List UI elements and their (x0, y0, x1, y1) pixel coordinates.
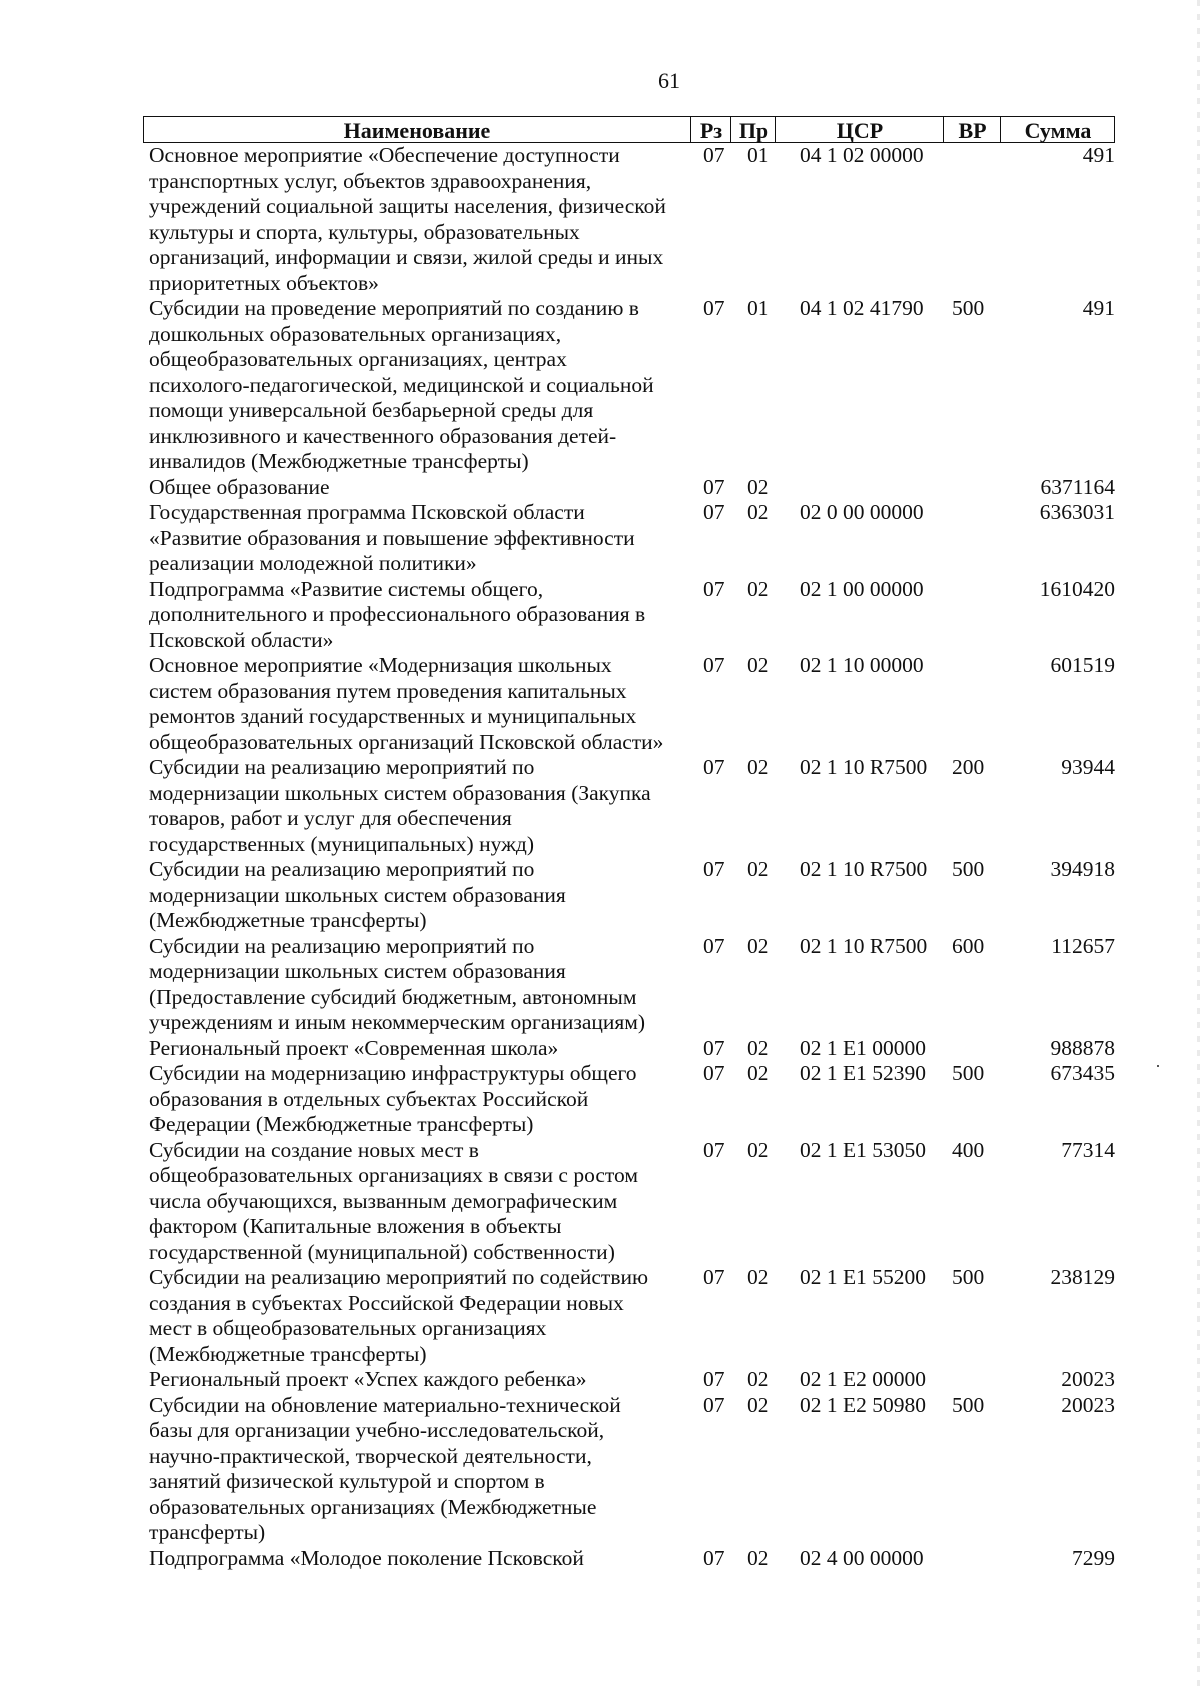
row-pr: 02 (747, 933, 769, 958)
row-pr: 02 (747, 1061, 769, 1085)
row-name-line: Субсидии на создание новых мест в (149, 1137, 479, 1162)
row-name-line: (Предоставление субсидий бюджетным, автономным (149, 984, 637, 1009)
row-name (149, 1546, 689, 1572)
row-pr: 02 (747, 1367, 769, 1391)
row-pr: 02 (747, 1137, 769, 1162)
row-name-line: общеобразовательных организациях в связи с ростом (149, 1163, 638, 1187)
row-pr: 02 (747, 576, 769, 601)
table-row (143, 500, 1115, 577)
scan-speck (1157, 1065, 1159, 1067)
row-name-line: Государственная программа Псковской области (149, 500, 585, 524)
row-name-line: образовательных организациях (Межбюджетные (149, 1494, 597, 1519)
row-sum: 1610420 (1039, 576, 1115, 601)
row-name (149, 143, 689, 296)
row-pr: 02 (747, 653, 769, 677)
row-vr: 500 (952, 296, 985, 320)
row-rz: 07 (703, 1137, 725, 1162)
row-vr: 600 (952, 933, 985, 958)
row-name-line: инвалидов (Межбюджетные трансферты) (149, 449, 529, 473)
row-csr: 02 0 00 00000 (800, 500, 924, 524)
row-name-line: числа обучающихся, вызванным демографическим (149, 1188, 618, 1213)
row-csr: 02 1 10 R7500 (800, 933, 928, 958)
row-name-line: модернизации школьных систем образования (Закупка (149, 780, 651, 805)
row-name (149, 755, 689, 857)
header-csr: ЦСР (775, 117, 944, 142)
row-name-line: «Развитие образования и повышение эффективности (149, 525, 635, 550)
row-name (149, 1061, 689, 1138)
row-name (149, 1367, 689, 1393)
table-row (143, 296, 1115, 475)
row-csr: 02 1 E1 53050 (800, 1137, 927, 1162)
table-row (143, 1036, 1115, 1062)
row-pr: 01 (747, 143, 769, 167)
row-rz: 07 (703, 296, 725, 320)
row-csr: 02 1 00 00000 (800, 576, 924, 601)
row-name-line: модернизации школьных систем образования (149, 882, 566, 907)
row-name-line: помощи универсальной безбарьерной среды для (149, 398, 594, 422)
row-sum: 491 (1082, 143, 1115, 167)
table-row (143, 1367, 1115, 1393)
row-rz: 07 (703, 1545, 725, 1570)
row-name-line: Федерации (Межбюджетные трансферты) (149, 1112, 534, 1136)
row-name (149, 857, 689, 934)
row-name-line: Подпрограмма «Молодое поколение Псковской (149, 1545, 584, 1570)
row-sum: 673435 (1050, 1061, 1115, 1085)
row-vr: 500 (952, 1392, 985, 1417)
row-csr: 04 1 02 41790 (800, 296, 924, 320)
row-name-line: Субсидии на проведение мероприятий по созданию в (149, 296, 639, 320)
row-rz: 07 (703, 500, 725, 524)
row-name-line: систем образования путем проведения капитальных (149, 678, 627, 703)
row-pr: 01 (747, 296, 769, 320)
row-name (149, 934, 689, 1036)
row-name-line: Региональный проект «Современная школа» (149, 1035, 559, 1060)
table-row (143, 577, 1115, 654)
row-sum: 20023 (1061, 1392, 1115, 1417)
row-name (149, 1265, 689, 1367)
row-sum: 238129 (1050, 1265, 1115, 1289)
table-row (143, 755, 1115, 857)
row-name-line: государственных (муниципальных) нужд) (149, 831, 535, 856)
table-row (143, 1265, 1115, 1367)
row-pr: 02 (747, 1035, 769, 1060)
row-name-line: Основное мероприятие «Обеспечение доступности (149, 143, 620, 167)
row-name-line: Региональный проект «Успех каждого ребенка» (149, 1367, 587, 1391)
row-pr: 02 (747, 857, 769, 881)
row-name-line: научно-практической, творческой деятельности, (149, 1443, 592, 1468)
row-rz: 07 (703, 755, 725, 779)
row-name-line: фактором (Капитальные вложения в объекты (149, 1214, 562, 1238)
row-name-line: Субсидии на обновление материально-технической (149, 1392, 621, 1417)
row-pr: 02 (747, 500, 769, 524)
row-csr: 02 1 E1 55200 (800, 1265, 927, 1289)
row-name (149, 500, 689, 577)
row-rz: 07 (703, 474, 725, 499)
row-name-line: культуры и спорта, культуры, образовательных (149, 219, 580, 244)
row-name-line: транспортных услуг, объектов здравоохранения, (149, 168, 592, 193)
row-name-line: общеобразовательных организаций Псковской области» (149, 729, 664, 754)
header-pr: Пр (730, 117, 776, 142)
row-csr: 02 1 E2 50980 (800, 1392, 927, 1417)
row-rz: 07 (703, 1061, 725, 1085)
row-pr: 02 (747, 1545, 769, 1570)
row-rz: 07 (703, 933, 725, 958)
row-name-line: общеобразовательных организациях, центрах (149, 347, 567, 371)
row-name-line: государственной (муниципальной) собственности) (149, 1239, 615, 1264)
row-name-line: Основное мероприятие «Модернизация школьных (149, 653, 612, 677)
row-name-line: Подпрограмма «Развитие системы общего, (149, 576, 544, 601)
row-vr: 500 (952, 1061, 985, 1085)
row-rz: 07 (703, 1367, 725, 1391)
row-name-line: трансферты) (149, 1520, 266, 1544)
row-name (149, 475, 689, 501)
row-csr: 02 1 10 R7500 (800, 755, 928, 779)
header-sum: Сумма (1000, 117, 1115, 142)
row-name (149, 653, 689, 755)
row-vr: 200 (952, 755, 985, 779)
row-name-line: занятий физической культурой и спортом в (149, 1469, 545, 1493)
row-name-line: организаций, информации и связи, жилой среды и иных (149, 245, 664, 269)
row-name-line: Субсидии на модернизацию инфраструктуры общего (149, 1061, 637, 1085)
row-name (149, 577, 689, 654)
row-name (149, 296, 689, 475)
row-name-line: Псковской области» (149, 627, 334, 652)
row-name-line: мест в общеобразовательных организациях (149, 1316, 547, 1340)
row-rz: 07 (703, 1265, 725, 1289)
row-pr: 02 (747, 474, 769, 499)
row-name (149, 1036, 689, 1062)
row-name-line: дополнительного и профессионального образования в (149, 602, 646, 626)
row-sum: 601519 (1050, 653, 1115, 677)
table-row (143, 653, 1115, 755)
row-sum: 112657 (1051, 933, 1115, 958)
row-sum: 20023 (1061, 1367, 1115, 1391)
table-header (143, 116, 1115, 143)
row-csr: 04 1 02 00000 (800, 143, 924, 167)
page-number: 61 (658, 68, 680, 93)
row-csr: 02 1 E1 00000 (800, 1035, 927, 1060)
row-name-line: создания в субъектах Российской Федерации новых (149, 1290, 624, 1315)
row-name (149, 1138, 689, 1266)
row-name-line: (Межбюджетные трансферты) (149, 908, 427, 932)
row-pr: 02 (747, 1392, 769, 1417)
header-vr: ВР (943, 117, 1001, 142)
table-row (143, 934, 1115, 1036)
row-pr: 02 (747, 755, 769, 779)
row-sum: 988878 (1050, 1035, 1115, 1060)
row-sum: 7299 (1072, 1545, 1115, 1570)
row-name-line: Субсидии на реализацию мероприятий по (149, 933, 535, 958)
row-sum: 6363031 (1039, 500, 1115, 524)
row-vr: 500 (952, 1265, 985, 1289)
row-pr: 02 (747, 1265, 769, 1289)
row-sum: 394918 (1050, 857, 1115, 881)
row-rz: 07 (703, 653, 725, 677)
row-name-line: (Межбюджетные трансферты) (149, 1341, 427, 1366)
table-row (143, 143, 1115, 296)
row-rz: 07 (703, 1035, 725, 1060)
row-rz: 07 (703, 1392, 725, 1417)
row-name-line: приоритетных объектов» (149, 270, 379, 295)
row-name-line: модернизации школьных систем образования (149, 959, 566, 983)
row-name-line: базы для организации учебно-исследовательской, (149, 1418, 605, 1442)
row-name-line: учреждениям и иным некоммерческим организациям) (149, 1010, 646, 1034)
row-name-line: товаров, работ и услуг для обеспечения (149, 806, 512, 830)
header-rz: Рз (690, 117, 731, 142)
row-name-line: дошкольных образовательных организациях, (149, 321, 562, 346)
row-name-line: образования в отдельных субъектах Российской (149, 1086, 589, 1111)
row-name-line: ремонтов зданий государственных и муниципальных (149, 704, 637, 728)
row-csr: 02 1 10 00000 (800, 653, 924, 677)
row-csr: 02 1 E2 00000 (800, 1367, 927, 1391)
row-vr: 500 (952, 857, 985, 881)
table-row (143, 475, 1115, 501)
row-name-line: Общее образование (149, 474, 330, 499)
row-name-line: инклюзивного и качественного образования детей- (149, 423, 617, 448)
header-name: Наименование (343, 118, 491, 143)
table-row (143, 1061, 1115, 1138)
row-rz: 07 (703, 857, 725, 881)
row-vr: 400 (952, 1137, 985, 1162)
row-name-line: реализации молодежной политики» (149, 551, 477, 575)
table-body (143, 143, 1115, 1571)
table-row (143, 857, 1115, 934)
row-csr: 02 4 00 00000 (800, 1545, 924, 1570)
row-rz: 07 (703, 143, 725, 167)
row-csr: 02 1 E1 52390 (800, 1061, 927, 1085)
row-sum: 93944 (1061, 755, 1115, 779)
row-name-line: психолого-педагогической, медицинской и социальной (149, 372, 654, 397)
row-name (149, 1393, 689, 1546)
row-rz: 07 (703, 576, 725, 601)
row-name-line: Субсидии на реализацию мероприятий по (149, 755, 535, 779)
row-sum: 77314 (1061, 1137, 1115, 1162)
row-csr: 02 1 10 R7500 (800, 857, 928, 881)
row-name-line: учреждений социальной защиты населения, физической (149, 194, 666, 218)
budget-table (143, 116, 1115, 1571)
row-sum: 6371164 (1040, 474, 1115, 499)
table-row (143, 1138, 1115, 1266)
table-row (143, 1546, 1115, 1572)
row-name-line: Субсидии на реализацию мероприятий по содействию (149, 1265, 649, 1289)
row-sum: 491 (1082, 296, 1115, 320)
row-name-line: Субсидии на реализацию мероприятий по (149, 857, 535, 881)
table-row (143, 1393, 1115, 1546)
